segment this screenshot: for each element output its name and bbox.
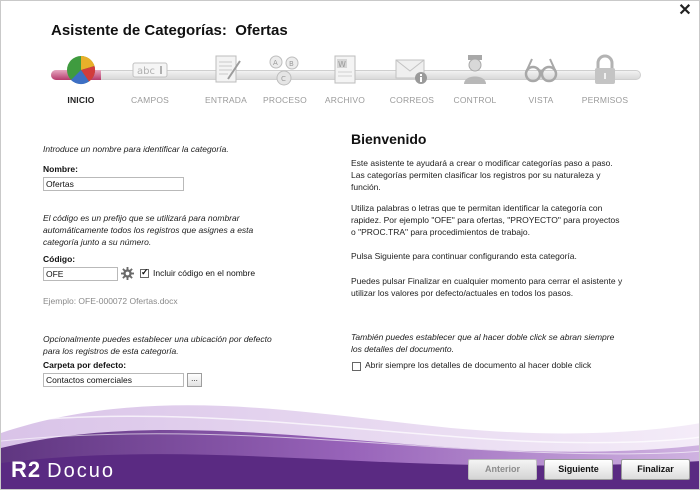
gear-icon[interactable] bbox=[121, 267, 134, 280]
svg-text:W: W bbox=[338, 60, 346, 69]
open-details-checkbox[interactable] bbox=[352, 362, 361, 371]
folder-hint: Opcionalmente puedes establecer una ubicación por defecto para los registros de esta categoría. bbox=[43, 334, 272, 356]
include-code-checkbox[interactable] bbox=[140, 269, 149, 278]
name-input[interactable]: Ofertas bbox=[43, 177, 184, 191]
step-label: VISTA bbox=[528, 95, 554, 105]
docuo-logo bbox=[11, 457, 115, 483]
open-details-label: Abrir siempre los detalles de documento al hacer doble click bbox=[365, 360, 592, 370]
step-permisos[interactable] bbox=[565, 51, 645, 109]
svg-text:abc: abc bbox=[137, 66, 155, 77]
welcome-paragraph: Puedes pulsar Finalizar en cualquier momento para cerrar el asistente y utilizar los valores por defecto/actuales en todos los pasos. bbox=[351, 276, 623, 298]
pie-chart-icon bbox=[63, 53, 99, 87]
include-code-label: Incluir código en el nombre bbox=[153, 268, 256, 278]
envelope-info-icon bbox=[394, 53, 430, 87]
step-label: ARCHIVO bbox=[324, 95, 366, 105]
svg-text:A: A bbox=[273, 59, 278, 67]
step-label: CAMPOS bbox=[130, 95, 170, 105]
code-label: Código: bbox=[43, 254, 76, 264]
welcome-paragraph: Pulsa Siguiente para continuar configurando esta categoría. bbox=[351, 251, 577, 261]
close-button[interactable]: ✕ bbox=[678, 2, 692, 19]
code-example: Ejemplo: OFE-000072 Ofertas.docx bbox=[43, 296, 178, 306]
folder-input[interactable]: Contactos comerciales bbox=[43, 373, 184, 387]
name-label: Nombre: bbox=[43, 164, 78, 174]
finish-button[interactable]: Finalizar bbox=[621, 459, 690, 480]
svg-text:B: B bbox=[289, 60, 294, 68]
step-label: CORREOS bbox=[389, 95, 435, 105]
next-button[interactable]: Siguiente bbox=[544, 459, 613, 480]
process-nodes-icon bbox=[267, 53, 303, 87]
step-label: ENTRADA bbox=[204, 95, 248, 105]
code-input[interactable]: OFE bbox=[43, 267, 118, 281]
welcome-paragraph: Utiliza palabras o letras que te permitan identificar la categoría con rapidez. Por ejemplo "OFE" para ofertas, "PROYECTO" para proyectos o "PROC.TRA" para procedimientos de trabajo. bbox=[351, 203, 620, 237]
step-label: INICIO bbox=[67, 95, 95, 105]
code-hint: El código es un prefijo que se utilizará para nombrar automáticamente todos los registros que asignes a esta categoría junto a su número. bbox=[43, 213, 254, 247]
svg-text:C: C bbox=[281, 75, 286, 83]
document-pen-icon bbox=[208, 53, 244, 87]
step-label: PERMISOS bbox=[581, 95, 629, 105]
glasses-icon bbox=[523, 53, 559, 87]
welcome-title: Bienvenido bbox=[351, 131, 427, 147]
text-field-icon bbox=[132, 53, 168, 87]
browse-folder-button[interactable]: ... bbox=[187, 373, 202, 387]
logo-r2: R2 bbox=[11, 457, 42, 482]
steps-bar bbox=[41, 51, 661, 111]
previous-button[interactable]: Anterior bbox=[468, 459, 537, 480]
padlock-icon bbox=[587, 53, 623, 87]
step-campos[interactable] bbox=[110, 51, 190, 109]
folder-label: Carpeta por defecto: bbox=[43, 360, 127, 370]
welcome-paragraph: Este asistente te ayudará a crear o modificar categorías paso a paso. Las categorías permiten clasificar los registros por su naturaleza y función. bbox=[351, 158, 613, 192]
step-label: PROCESO bbox=[263, 95, 307, 105]
step-inicio[interactable] bbox=[41, 51, 121, 109]
logo-docuo: Docuo bbox=[47, 460, 115, 482]
name-hint: Introduce un nombre para identificar la categoría. bbox=[43, 144, 229, 154]
window-title: Asistente de Categorías: Ofertas bbox=[51, 22, 288, 39]
double-click-hint: También puedes establecer que al hacer doble click se abran siempre los detalles del documento. bbox=[351, 332, 615, 354]
officer-icon bbox=[457, 53, 493, 87]
word-document-icon bbox=[327, 53, 363, 87]
step-label: CONTROL bbox=[453, 95, 497, 105]
